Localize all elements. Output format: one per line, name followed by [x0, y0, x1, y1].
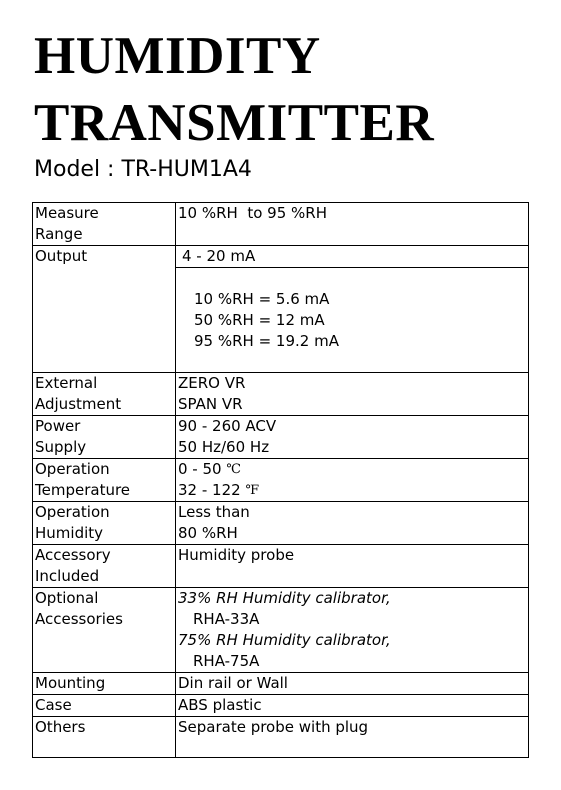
spec-row-operation-temperature — [33, 459, 529, 502]
spec-row-others — [33, 717, 529, 758]
value-line — [178, 459, 528, 480]
accessory-item: 33% RH Humidity calibrator, — [178, 589, 391, 607]
label-line: Supply — [35, 438, 87, 456]
output-point: 10 %RH = 5.6 mA — [194, 290, 330, 308]
model-number: Model : TR-HUM1A4 — [34, 157, 252, 182]
celsius-symbol: ℃ — [226, 462, 241, 477]
label-line: Others — [35, 718, 86, 736]
value-line: SPAN VR — [178, 395, 243, 413]
label-line: Mounting — [35, 674, 106, 692]
label-line: Range — [35, 225, 83, 243]
label-line: Accessories — [35, 610, 123, 628]
spec-label — [33, 203, 176, 246]
spec-row-accessory-included — [33, 545, 529, 588]
spec-label — [33, 502, 176, 545]
spec-label — [33, 717, 176, 758]
spec-value — [176, 416, 529, 459]
spec-value — [176, 268, 529, 373]
label-line: Optional — [35, 589, 99, 607]
spec-label — [33, 459, 176, 502]
value-line: Less than — [178, 503, 250, 521]
label-line: Adjustment — [35, 395, 122, 413]
label-line: Operation — [35, 460, 110, 478]
label-line: Operation — [35, 503, 110, 521]
spec-value — [176, 588, 529, 673]
spec-row-mounting — [33, 673, 529, 695]
spec-value — [176, 373, 529, 416]
spec-row-measure-range — [33, 203, 529, 246]
spec-value — [176, 502, 529, 545]
spec-row-output — [33, 246, 529, 268]
value-text: 32 - 122 — [178, 481, 246, 499]
label-line: Temperature — [35, 481, 131, 499]
spec-row-case — [33, 695, 529, 717]
value-line: ZERO VR — [178, 374, 246, 392]
spec-label — [33, 588, 176, 673]
value-line: 90 - 260 ACV — [178, 417, 277, 435]
value-line — [178, 480, 528, 501]
spec-row-external-adjustment — [33, 373, 529, 416]
spec-value — [176, 673, 529, 695]
value-line: Separate probe with plug — [178, 718, 369, 736]
label-line: Output — [35, 247, 88, 265]
spec-table — [32, 202, 529, 758]
label-line: Case — [35, 696, 72, 714]
label-line: Measure — [35, 204, 99, 222]
value-line: 4 - 20 mA — [182, 247, 256, 265]
label-line: Included — [35, 567, 100, 585]
spec-label — [33, 695, 176, 717]
spec-value — [176, 695, 529, 717]
spec-label — [33, 545, 176, 588]
title-line-1: HUMIDITY — [34, 27, 321, 85]
value-line: 80 %RH — [178, 524, 238, 542]
spec-value — [176, 717, 529, 758]
value-line: ABS plastic — [178, 696, 262, 714]
spec-value — [176, 203, 529, 246]
value-line: Humidity probe — [178, 546, 295, 564]
value-line: 50 Hz/60 Hz — [178, 438, 270, 456]
spec-label — [33, 246, 176, 373]
fahrenheit-symbol: ℉ — [245, 483, 260, 498]
spec-label — [33, 373, 176, 416]
label-line: Power — [35, 417, 81, 435]
accessory-model: RHA-75A — [193, 652, 260, 670]
label-line: Humidity — [35, 524, 104, 542]
accessory-item: 75% RH Humidity calibrator, — [178, 631, 391, 649]
spec-row-operation-humidity — [33, 502, 529, 545]
label-line: Accessory — [35, 546, 111, 564]
label-line: External — [35, 374, 98, 392]
value-line: Din rail or Wall — [178, 674, 288, 692]
spec-value — [176, 246, 529, 268]
title-line-2: TRANSMITTER — [34, 94, 435, 152]
value-line: 10 %RH to 95 %RH — [178, 204, 327, 222]
spec-row-power-supply — [33, 416, 529, 459]
spec-row-optional-accessories — [33, 588, 529, 673]
spec-value — [176, 545, 529, 588]
accessory-model: RHA-33A — [193, 610, 260, 628]
spec-label — [33, 416, 176, 459]
output-point: 95 %RH = 19.2 mA — [194, 332, 339, 350]
value-text: 0 - 50 — [178, 460, 227, 478]
spec-value — [176, 459, 529, 502]
output-point: 50 %RH = 12 mA — [194, 311, 325, 329]
spec-label — [33, 673, 176, 695]
